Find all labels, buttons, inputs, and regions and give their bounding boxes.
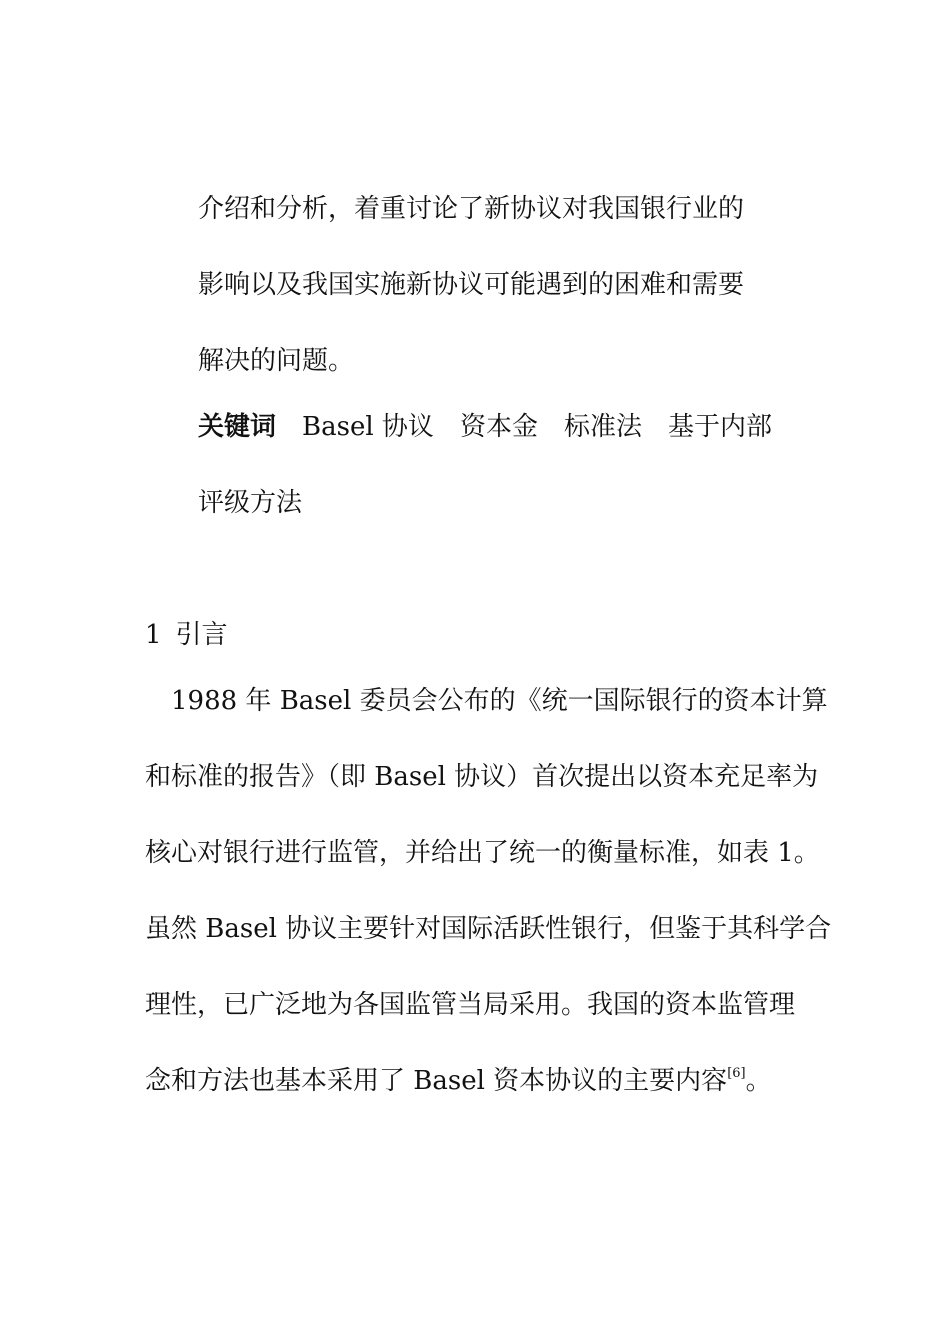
end-punctuation: 。 bbox=[745, 1066, 772, 1096]
keyword-item: 标准法 bbox=[563, 412, 642, 442]
body-line-6-text: 念和方法也基本采用了 Basel 资本协议的主要内容 bbox=[145, 1066, 728, 1096]
body-line-1: 1988 年 Basel 委员会公布的《统一国际银行的资本计算 bbox=[145, 686, 828, 716]
body-line-2: 和标准的报告》（即 Basel 协议）首次提出以资本充足率为 bbox=[145, 762, 819, 792]
keywords-label: 关键词 bbox=[198, 412, 277, 442]
section-number: 1 bbox=[145, 620, 162, 650]
body-line-3: 核心对银行进行监管，并给出了统一的衡量标准，如表 1。 bbox=[145, 838, 820, 868]
keywords-line bbox=[198, 412, 772, 442]
section-heading bbox=[145, 620, 228, 650]
abstract-line-2: 影响以及我国实施新协议可能遇到的困难和需要 bbox=[198, 270, 745, 300]
citation-ref: [6] bbox=[727, 1066, 746, 1081]
abstract-line-1: 介绍和分析，着重讨论了新协议对我国银行业的 bbox=[198, 194, 745, 224]
body-line-4: 虽然 Basel 协议主要针对国际活跃性银行，但鉴于其科学合 bbox=[145, 914, 832, 944]
body-line-6 bbox=[145, 1066, 772, 1096]
keywords-continuation: 评级方法 bbox=[198, 488, 303, 518]
abstract-line-3: 解决的问题。 bbox=[198, 346, 355, 376]
keyword-item: 基于内部 bbox=[667, 412, 772, 442]
section-title: 引言 bbox=[175, 620, 228, 650]
keyword-item: 资本金 bbox=[459, 412, 538, 442]
body-line-5: 理性，已广泛地为各国监管当局采用。我国的资本监管理 bbox=[145, 990, 796, 1020]
keyword-item: Basel 协议 bbox=[302, 412, 434, 442]
